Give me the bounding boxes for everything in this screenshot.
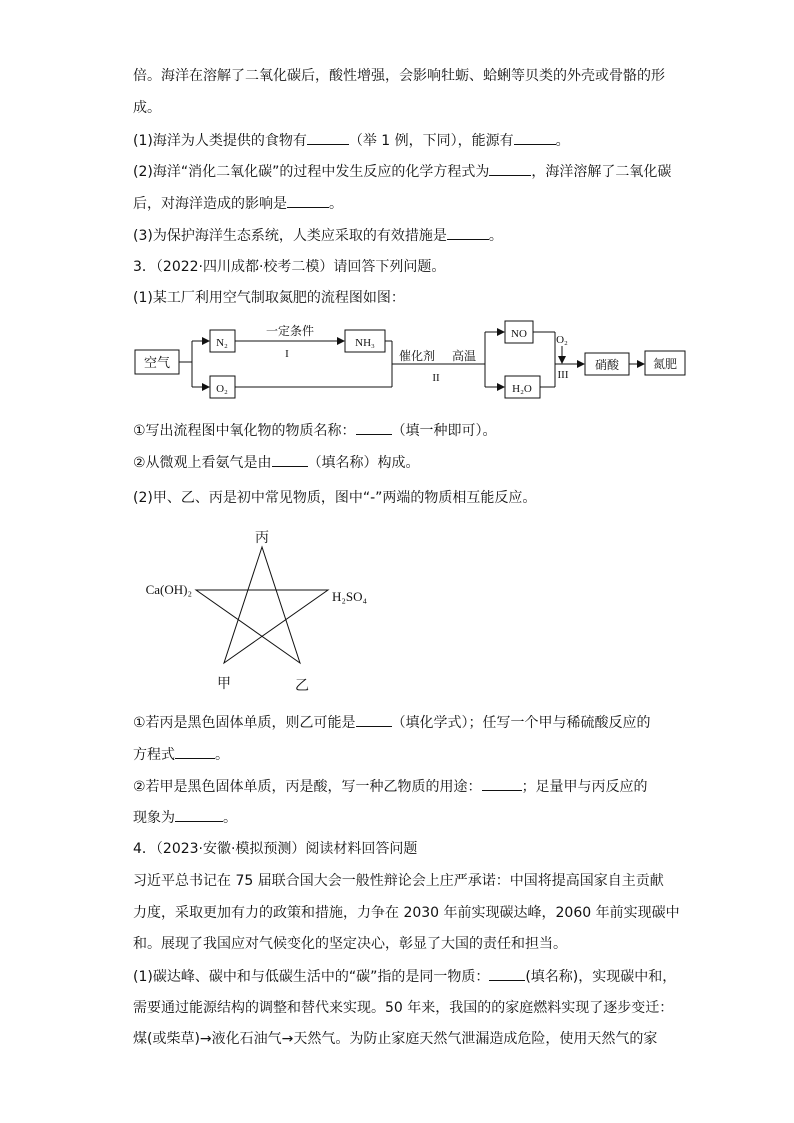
question-1 bbox=[133, 130, 570, 151]
problem-3-heading: 3．（2022·四川成都·校考二模）请回答下列问题。 bbox=[133, 259, 446, 275]
flow-temperature-label: 高温 bbox=[451, 349, 477, 363]
sub-question-4-text-a: ②若甲是黑色固体单质，丙是酸，写一种乙物质的用途： bbox=[133, 779, 482, 795]
question-1-text-a: (1)海洋为人类提供的食物有 bbox=[133, 133, 307, 149]
answer-blank[interactable] bbox=[489, 161, 531, 176]
material-line-2: 力度，采取更加有力的政策和措施，力争在 2030 年前实现碳达峰，2060 年前实现碳中 bbox=[133, 905, 680, 921]
question-3-text-a: (3)为保护海洋生态系统，人类应采取的有效措施是 bbox=[133, 228, 447, 244]
sub-question-3-text-a: ①若丙是黑色固体单质，则乙可能是 bbox=[133, 715, 356, 731]
answer-blank[interactable] bbox=[272, 452, 308, 467]
problem-4-heading: 4．（2023·安徽·模拟预测）阅读材料回答问题 bbox=[133, 841, 418, 857]
material-line-3: 和。展现了我国应对气候变化的坚定决心，彰显了大国的责任和担当。 bbox=[133, 936, 567, 952]
flow-step-1: I bbox=[285, 348, 289, 360]
star-right-label: H₂SO₄ bbox=[332, 589, 368, 604]
sub-question-1 bbox=[133, 420, 497, 441]
answer-blank[interactable] bbox=[287, 193, 329, 208]
answer-blank[interactable] bbox=[175, 744, 215, 759]
question-4-1-text-b: (填名称)，实现碳中和， bbox=[525, 969, 677, 985]
question-4-1-cont: 需要通过能源结构的调整和替代来实现。50 年来，我国的的家庭燃料实现了逐步变迁： bbox=[133, 1000, 674, 1016]
flow-air-label: 空气 bbox=[143, 356, 171, 371]
material-line-1: 习近平总书记在 75 届联合国大会一般性辩论会上庄严承诺：中国将提高国家自主贡献 bbox=[133, 873, 664, 889]
star-bottom-right-label: 乙 bbox=[295, 678, 309, 694]
answer-blank[interactable] bbox=[482, 776, 522, 791]
sub-question-3 bbox=[133, 712, 651, 733]
flow-step-3: III bbox=[557, 369, 569, 381]
sub-question-3-cont bbox=[133, 744, 229, 765]
sub-question-3-cont-text-b: 。 bbox=[215, 747, 229, 763]
question-1-text-b: （举 1 例，下同），能源有 bbox=[348, 133, 514, 149]
flow-fertilizer-label: 氮肥 bbox=[652, 357, 678, 371]
sub-question-4-text-b: ；足量甲与丙反应的 bbox=[521, 779, 648, 795]
sub-question-1-text-b: （填一种即可）。 bbox=[391, 423, 497, 439]
question-2-cont-text-b: 。 bbox=[329, 196, 343, 212]
sub-question-2 bbox=[133, 452, 420, 473]
text-line-1: 倍。海洋在溶解了二氧化碳后，酸性增强，会影响牡蛎、蛤蜊等贝类的外壳或骨骼的形 bbox=[133, 68, 665, 84]
answer-blank[interactable] bbox=[175, 807, 223, 822]
sub-question-4 bbox=[133, 776, 648, 797]
question-4-1 bbox=[133, 966, 676, 987]
problem-3-part-2: (2)甲、乙、丙是初中常见物质，图中“-”两端的物质相互能反应。 bbox=[133, 490, 537, 506]
question-2 bbox=[133, 161, 671, 182]
question-2-text-b: ，海洋溶解了二氧化碳 bbox=[531, 164, 672, 180]
star-left-label: Ca(OH)₂ bbox=[145, 582, 192, 597]
star-shape bbox=[196, 547, 328, 663]
question-4-1-cont-2: 煤(或柴草)→液化石油气→天然气。为防止家庭天然气泄漏造成危险，使用天然气的家 bbox=[133, 1031, 658, 1047]
sub-question-4-cont-text-b: 。 bbox=[223, 810, 237, 826]
sub-question-2-text-a: ②从微观上看氨气是由 bbox=[133, 455, 272, 471]
question-3 bbox=[133, 225, 503, 246]
answer-blank[interactable] bbox=[307, 130, 349, 145]
flow-step-2: II bbox=[432, 372, 440, 384]
answer-blank[interactable] bbox=[356, 420, 392, 435]
flow-nh3-label: NH₃ bbox=[355, 337, 375, 349]
question-4-1-text-a: (1)碳达峰、碳中和与低碳生活中的“碳”指的是同一物质： bbox=[133, 969, 490, 985]
star-top-label: 丙 bbox=[255, 530, 269, 546]
question-2-cont-text-a: 后，对海洋造成的影响是 bbox=[133, 196, 287, 212]
answer-blank[interactable] bbox=[447, 225, 489, 240]
problem-3-part-1: (1)某工厂利用空气制取氮肥的流程图如图： bbox=[133, 290, 405, 306]
question-3-text-b: 。 bbox=[488, 228, 503, 244]
flow-nitric-label: 硝酸 bbox=[594, 358, 620, 372]
flow-o2-label: O₂ bbox=[216, 383, 228, 395]
flow-catalyst-label: 催化剂 bbox=[398, 349, 436, 363]
sub-question-4-cont-text-a: 现象为 bbox=[133, 810, 175, 826]
question-2-text-a: (2)海洋“消化二氧化碳”的过程中发生反应的化学方程式为 bbox=[133, 164, 490, 180]
sub-question-3-cont-text-a: 方程式 bbox=[133, 747, 175, 763]
text-line-2: 成。 bbox=[133, 100, 161, 116]
star-bottom-left-label: 甲 bbox=[217, 676, 231, 692]
flow-no-label: NO bbox=[511, 328, 527, 340]
sub-question-3-text-b: （填化学式）；任写一个甲与稀硫酸反应的 bbox=[391, 715, 651, 731]
flow-o2-input: O₂ bbox=[556, 334, 568, 346]
question-2-cont bbox=[133, 193, 343, 214]
sub-question-4-cont bbox=[133, 807, 237, 828]
flow-condition-label: 一定条件 bbox=[265, 324, 315, 338]
answer-blank[interactable] bbox=[514, 130, 556, 145]
answer-blank[interactable] bbox=[356, 712, 392, 727]
flow-n2-label: N₂ bbox=[216, 337, 228, 349]
star-diagram bbox=[130, 525, 390, 695]
answer-blank[interactable] bbox=[489, 966, 525, 981]
sub-question-1-text-a: ①写出流程图中氧化物的物质名称： bbox=[133, 423, 356, 439]
sub-question-2-text-b: （填名称）构成。 bbox=[307, 455, 420, 471]
question-1-text-c: 。 bbox=[555, 133, 570, 149]
flow-chart bbox=[130, 318, 690, 406]
flow-h2o-label: H₂O bbox=[512, 383, 532, 395]
